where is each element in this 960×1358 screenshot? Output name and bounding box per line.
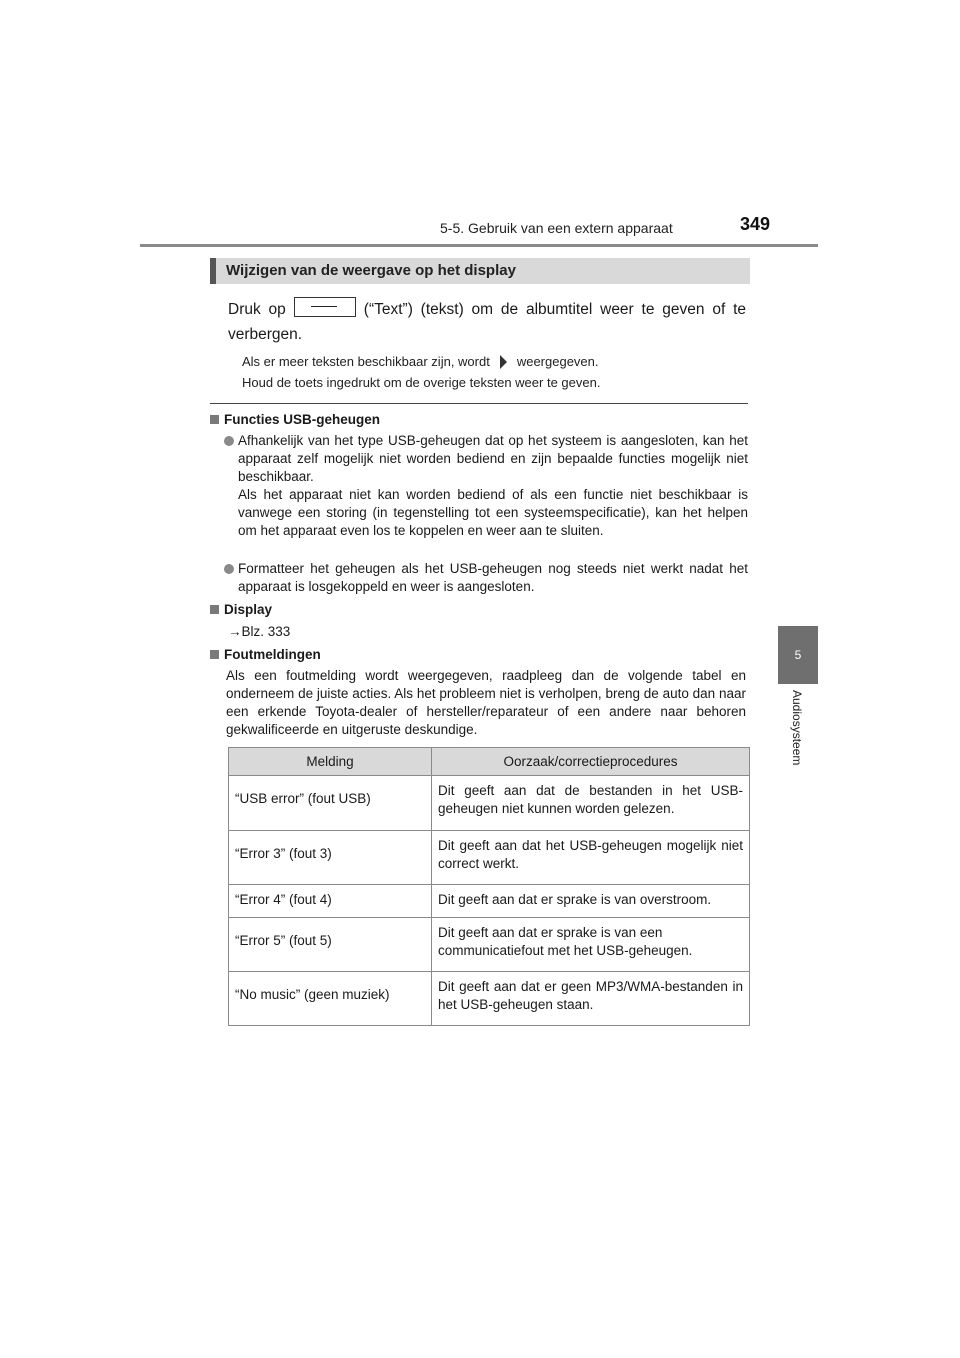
column-header-cause: Oorzaak/correctieprocedures [432,748,750,776]
table-row [229,918,750,972]
square-bullet-icon [210,650,219,659]
table-cell-message: “USB error” (fout USB) [229,776,432,831]
instruction-text [228,297,746,347]
errors-heading [210,647,321,662]
table-cell-cause: Dit geeft aan dat er sprake is van een communicatiefout met het USB-geheugen. [432,918,750,972]
display-page-reference: →Blz. 333 [228,624,291,639]
square-bullet-icon [210,605,219,614]
divider [210,403,748,404]
table-cell-cause: Dit geeft aan dat er geen MP3/WMA-bestanden in het USB-geheugen staan. [432,972,750,1026]
bullet-dot-icon [224,436,234,446]
table-cell-message: “Error 4” (fout 4) [229,885,432,918]
text-key-icon [294,297,356,317]
usb-functions-heading-text: Functies USB-geheugen [224,412,381,427]
usb-functions-heading [210,412,380,427]
table-row [229,885,750,918]
usb-bullet-2-text: Formatteer het geheugen als het USB-geheugen nog steeds niet werkt nadat het apparaat is losgekoppeld en weer is aangesloten. [238,561,748,594]
header-rule [140,244,818,247]
table-cell-cause: Dit geeft aan dat er sprake is van overstroom. [432,885,750,918]
bullet-dot-icon [224,564,234,574]
chapter-label: Audiosysteem [790,690,804,766]
instruction-before-key: Druk op [228,301,286,318]
table-row [229,831,750,885]
note-line-1-before: Als er meer teksten beschikbaar zijn, wordt [242,354,490,369]
usb-bullet-2 [226,560,748,596]
usb-bullet-1 [226,432,748,540]
table-row [229,776,750,831]
table-cell-message: “Error 5” (fout 5) [229,918,432,972]
section-heading: Wijzigen van de weergave op het display [210,258,750,284]
display-heading-text: Display [224,602,273,617]
display-heading [210,602,272,617]
table-cell-message: “No music” (geen muziek) [229,972,432,1026]
table-row [229,972,750,1026]
note-line-2: Houd de toets ingedrukt om de overige teksten weer te geven. [242,375,601,390]
header-section-title: 5-5. Gebruik van een extern apparaat [440,220,673,236]
note-line-1 [242,352,742,371]
errors-intro: Als een foutmelding wordt weergegeven, raadpleeg dan de volgende tabel en onderneem de juiste acties. Als het probleem niet is verholpen, breng de auto dan naar een erkende Toyota-dealer of hersteller/reparateur of een andere naar behoren gekwalificeerde en uitgeruste deskundige. [226,668,746,737]
square-bullet-icon [210,415,219,424]
instruction-after-key: (“Text”) (tekst) om de albumtitel weer te geven of te verbergen. [228,301,746,343]
usb-bullet-1-para-1: Afhankelijk van het type USB-geheugen dat op het systeem is aangesloten, kan het apparaat zelf mogelijk niet worden bediend en zijn bepaalde functies mogelijk niet beschikbaar. [238,433,748,484]
error-table [228,747,750,1026]
table-header-row [229,748,750,776]
table-cell-message: “Error 3” (fout 3) [229,831,432,885]
table-cell-cause: Dit geeft aan dat de bestanden in het USB-geheugen niet kunnen worden gelezen. [432,776,750,831]
note-line-1-after: weergegeven. [516,354,599,369]
errors-heading-text: Foutmeldingen [224,647,321,662]
column-header-message: Melding [229,748,432,776]
table-cell-cause: Dit geeft aan dat het USB-geheugen mogelijk niet correct werkt. [432,831,750,885]
page-number: 349 [740,214,771,234]
chapter-tab: 5 [778,626,818,684]
usb-bullet-1-para-2: Als het apparaat niet kan worden bediend of als een functie niet beschikbaar is vanwege een storing (in tegenstelling tot een systeemspecificatie), kan het helpen om het apparaat even los te koppelen en weer aan te sluiten. [238,487,748,538]
more-text-arrow-icon [500,355,507,369]
